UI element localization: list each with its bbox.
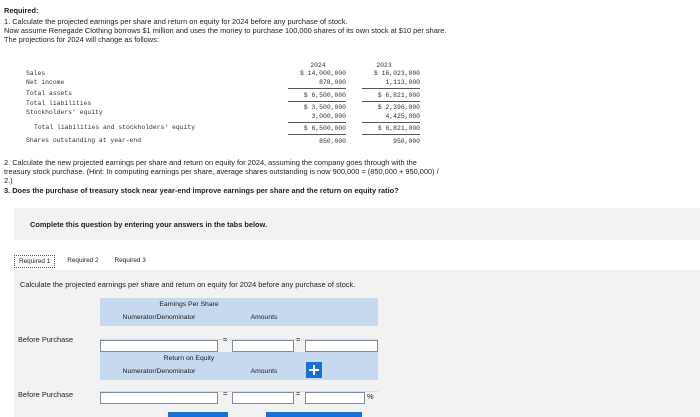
- roe-amounts-header: Amounts: [250, 368, 278, 375]
- tab-required-2[interactable]: Required 2: [67, 257, 99, 264]
- projection-table: [18, 62, 418, 154]
- roe-denominator-input[interactable]: [100, 392, 218, 404]
- eps-row-label: Before Purchase: [18, 335, 74, 344]
- required-line-1: 1. Calculate the projected earnings per share and return on equity for 2024 before any purchase of stock.: [4, 17, 348, 26]
- underline: [362, 134, 420, 135]
- roe-title: Return on Equity: [163, 355, 215, 362]
- next-button[interactable]: [266, 412, 362, 417]
- shares-outstanding-2024: 850,000: [319, 138, 346, 145]
- shares-outstanding-2023: 950,000: [393, 138, 420, 145]
- question-2-line-3: 2.): [4, 176, 13, 185]
- row-label-sales: Sales: [26, 70, 46, 77]
- roe-amount-input[interactable]: [232, 392, 294, 404]
- row-label-net-income: Net income: [26, 79, 65, 86]
- underline: [362, 101, 420, 102]
- required-line-3: The projections for 2024 will change as follows:: [4, 35, 159, 44]
- eps-numerator-row: [100, 326, 378, 340]
- underline: [362, 122, 420, 123]
- column-2023-header: 2023: [376, 62, 392, 69]
- prev-button[interactable]: [168, 412, 228, 417]
- question-2-line-2: treasury stock purchase. (Hint: In computing earnings per share, average shares outstanding is now 900,000 = (850,000 + 950,000) /: [4, 167, 439, 176]
- eps-denominator-input[interactable]: [100, 340, 218, 352]
- roe-result-input[interactable]: [305, 392, 365, 404]
- plus-icon: [306, 362, 322, 378]
- net-income-2023: 1,113,000: [385, 79, 420, 86]
- question-2-line-1: 2. Calculate the new projected earnings per share and return on equity for 2024, assuming the company goes through with the: [4, 158, 417, 167]
- row-label-total-assets: Total assets: [26, 90, 73, 97]
- roe-equals-sign-2: =: [296, 389, 301, 398]
- roe-row-label: Before Purchase: [18, 390, 74, 399]
- underline: [288, 88, 346, 89]
- total-assets-2024: $ 6,500,000: [303, 92, 346, 99]
- roe-percent-sign: %: [367, 392, 374, 401]
- net-income-2024: 878,000: [319, 79, 346, 86]
- add-row-button[interactable]: [306, 362, 322, 378]
- total-assets-2023: $ 6,821,000: [377, 92, 420, 99]
- row-label-total-liabilities-and-equity: Total liabilities and stockholders' equity: [34, 124, 196, 131]
- required-heading: Required:: [4, 6, 39, 15]
- required-line-2: Now assume Renegade Clothing borrows $1 million and uses the money to purchase 100,000 shares of its own stock at $10 per share.: [4, 26, 447, 35]
- sales-2023: $ 16,023,000: [373, 70, 420, 77]
- roe-numerator-denominator-header: Numerator/Denominator: [122, 368, 196, 375]
- underline: [288, 134, 346, 135]
- tab-required-1[interactable]: Required 1: [14, 255, 55, 268]
- underline: [362, 88, 420, 89]
- row-label-stockholders-equity: Stockholders' equity: [26, 109, 103, 116]
- eps-amount-input[interactable]: [232, 340, 294, 352]
- total-liab-equity-2023: $ 6,821,000: [377, 125, 420, 132]
- total-liabilities-2024: $ 3,500,000: [303, 104, 346, 111]
- row-label-total-liabilities: Total liabilities: [26, 100, 92, 107]
- total-liabilities-2023: $ 2,396,000: [377, 104, 420, 111]
- eps-equals-sign: =: [223, 335, 228, 344]
- underline: [288, 101, 346, 102]
- total-liab-equity-2024: $ 6,500,000: [303, 125, 346, 132]
- instruction-panel: [14, 208, 700, 240]
- roe-numerator-row: [100, 380, 378, 392]
- question-3: 3. Does the purchase of treasury stock near year-end improve earnings per share and the return on equity ratio?: [4, 186, 399, 195]
- task-instruction: Calculate the projected earnings per share and return on equity for 2024 before any purchase of stock.: [20, 280, 356, 289]
- eps-title: Earnings Per Share: [159, 301, 219, 308]
- stockholders-equity-2024: 3,000,000: [311, 113, 346, 120]
- eps-equals-sign-2: =: [296, 335, 301, 344]
- eps-numerator-denominator-header: Numerator/Denominator: [122, 314, 196, 321]
- underline: [288, 122, 346, 123]
- eps-amounts-header: Amounts: [250, 314, 278, 321]
- eps-result-input[interactable]: [305, 340, 378, 352]
- tab-required-3[interactable]: Required 3: [114, 257, 146, 264]
- row-label-shares-outstanding: Shares outstanding at year-end: [26, 137, 142, 144]
- stockholders-equity-2023: 4,425,000: [385, 113, 420, 120]
- roe-equals-sign: =: [223, 389, 228, 398]
- tab-bar: [14, 255, 158, 268]
- instruction-text: Complete this question by entering your answers in the tabs below.: [30, 220, 268, 229]
- sales-2024: $ 14,000,000: [299, 70, 346, 77]
- column-2024-header: 2024: [310, 62, 326, 69]
